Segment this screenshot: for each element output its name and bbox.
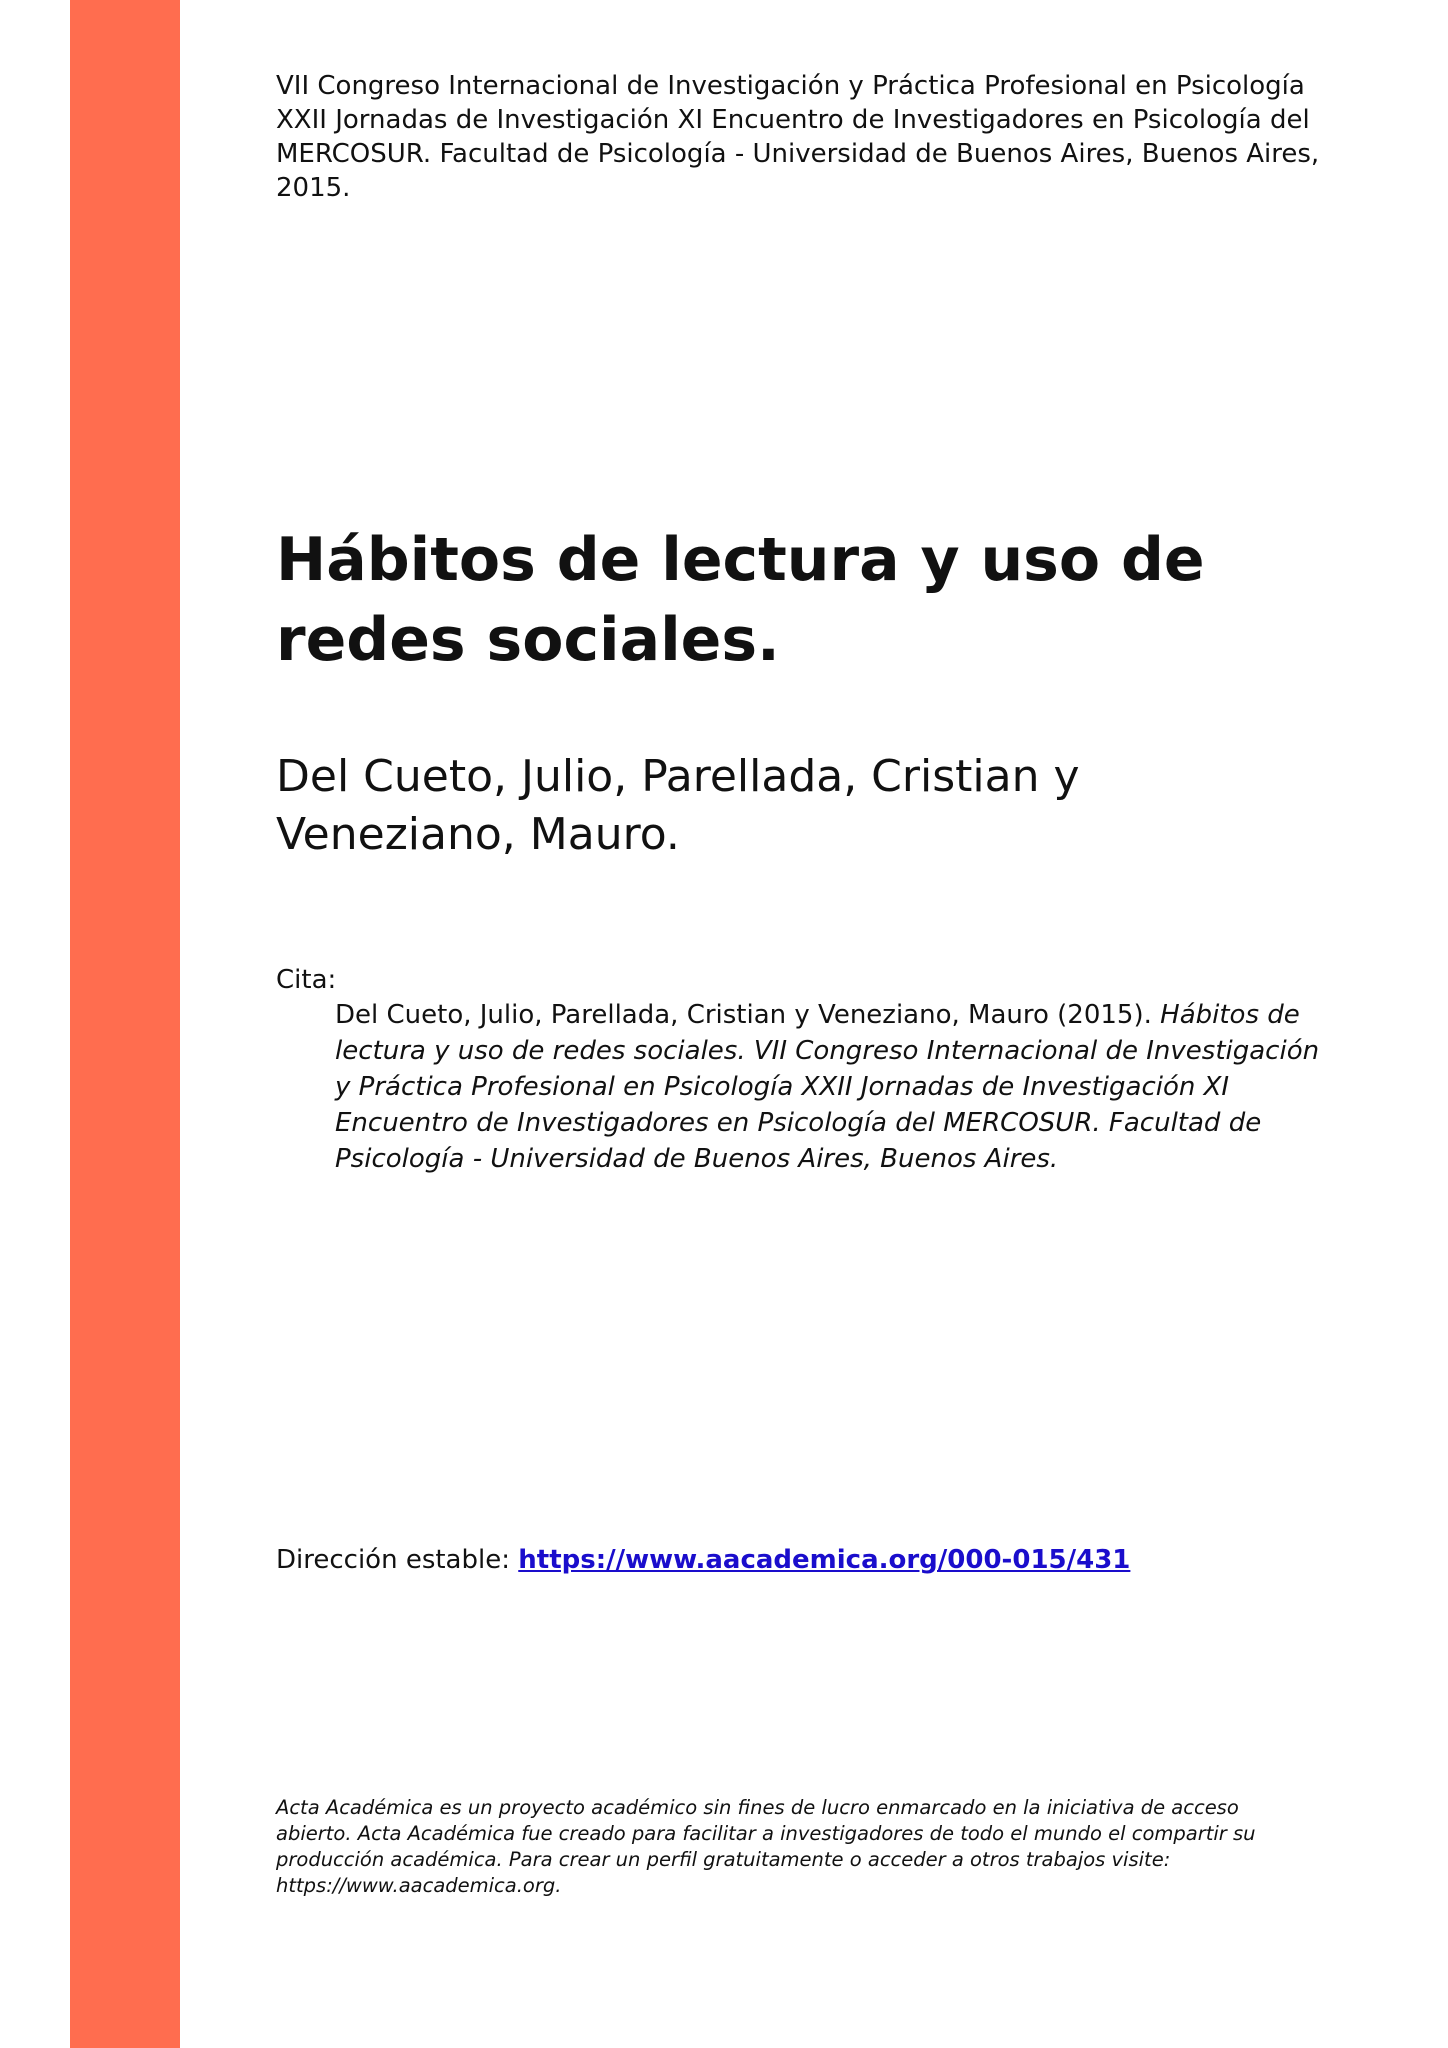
- decorative-side-bar: [70, 0, 180, 2048]
- citation-authors-year: Del Cueto, Julio, Parellada, Cristian y Veneziano, Mauro (2015).: [335, 1000, 1152, 1030]
- citation-label: Cita:: [276, 965, 337, 995]
- footer-notice: Acta Académica es un proyecto académico sin fines de lucro enmarcado en la iniciativa de acceso abierto. Acta Académica fue creado para facilitar a investigadores de todo el mundo el compartir su producción académica. Para crear un perfil gratuitamente o acceder a otros trabajos visite: https://www.aacademica.org.: [276, 1796, 1256, 1897]
- stable-address: [276, 1543, 1336, 1577]
- document-title: Hábitos de lectura y uso de redes sociales.: [276, 525, 1205, 675]
- document-authors: Del Cueto, Julio, Parellada, Cristian y Veneziano, Mauro.: [276, 751, 1080, 860]
- citation-work-title: Hábitos de lectura y uso de redes sociales. VII Congreso Internacional de Investigación y Práctica Profesional en Psicología XXII Jornadas de Investigación XI Encuentro de Investigadores en Psicología del MERCOSUR. Facultad de Psicología - Universidad de Buenos Aires, Buenos Aires.: [335, 1000, 1320, 1174]
- citation-body: [335, 997, 1335, 1177]
- conference-header: VII Congreso Internacional de Investigación y Práctica Profesional en Psicología XXII Jornadas de Investigación XI Encuentro de Investigadores en Psicología del MERCOSUR. Facultad de Psicología - Universidad de Buenos Aires, Buenos Aires, 2015.: [276, 71, 1320, 203]
- stable-address-link[interactable]: https://www.aacademica.org/000-015/431: [518, 1545, 1131, 1575]
- stable-address-label: Dirección estable:: [276, 1545, 510, 1575]
